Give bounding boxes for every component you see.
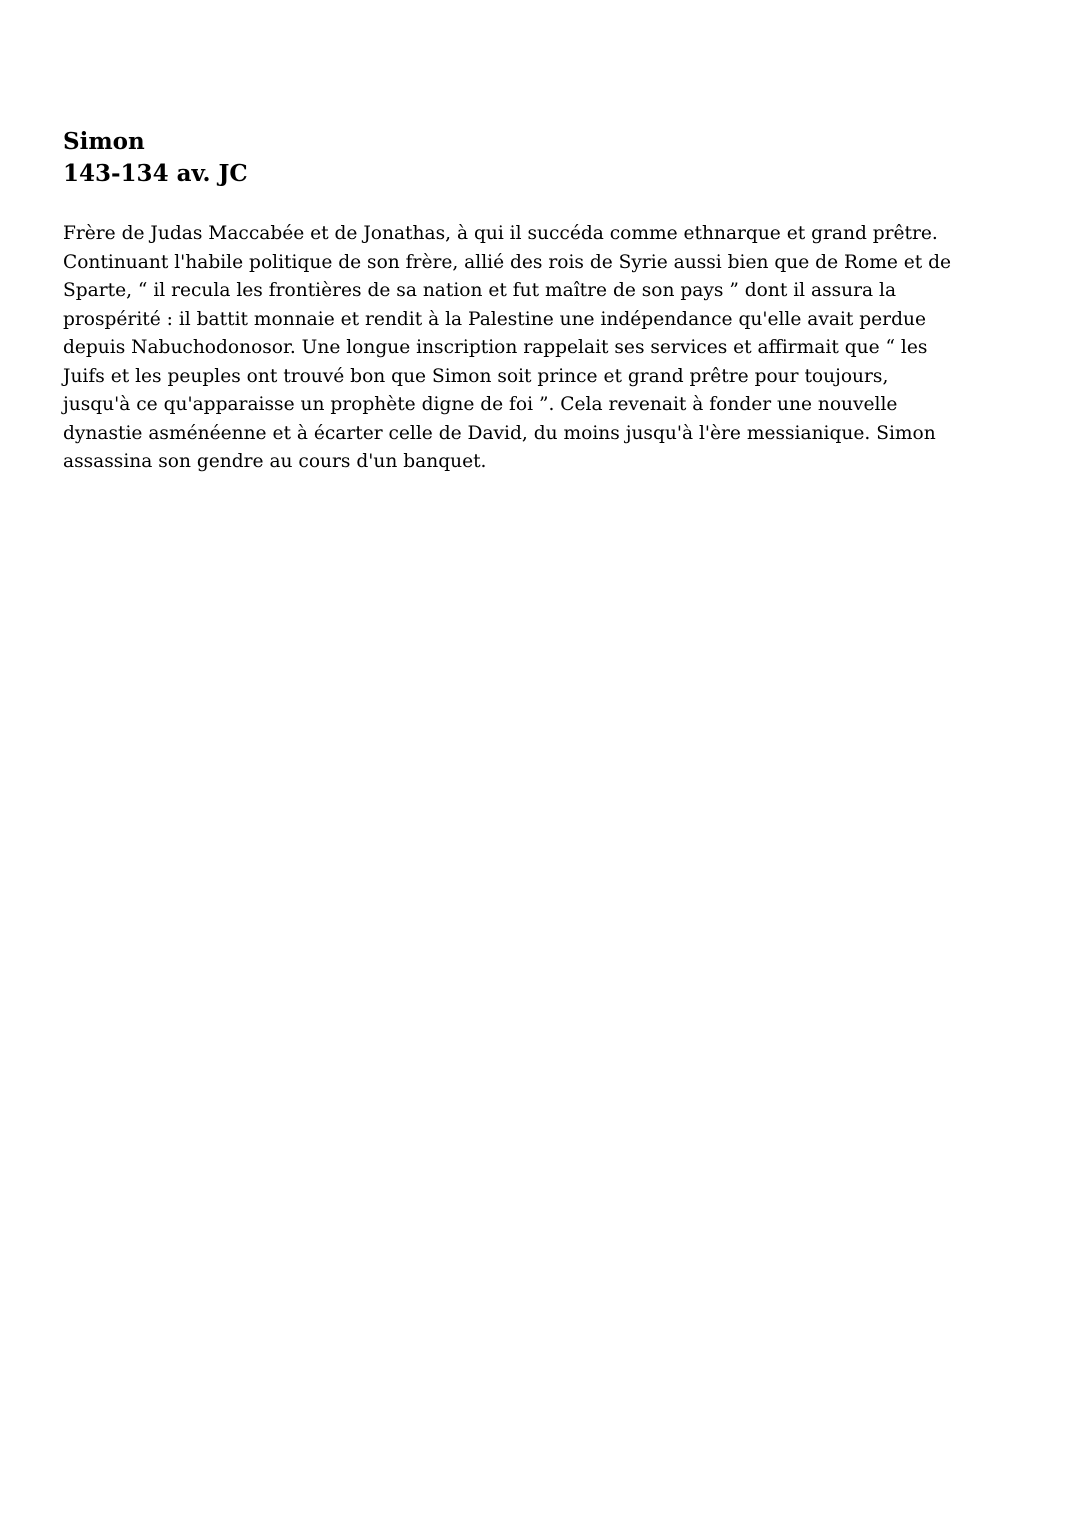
body-line: jusqu'à ce qu'apparaisse un prophète digne de foi ”. Cela revenait à fonder une nouvelle bbox=[63, 394, 898, 415]
body-line: Continuant l'habile politique de son frère, allié des rois de Syrie aussi bien que de Rome et de bbox=[63, 251, 952, 273]
body-line: assassina son gendre au cours d'un banquet. bbox=[63, 451, 487, 472]
body-line: prospérité : il battit monnaie et rendit à la Palestine une indépendance qu'elle avait perdue bbox=[63, 308, 926, 330]
document-heading bbox=[63, 126, 963, 190]
body-line: depuis Nabuchodonosor. Une longue inscription rappelait ses services et affirmait que “ les bbox=[63, 337, 928, 358]
page-subtitle-dates: 143-134 av. JC bbox=[63, 160, 248, 187]
body-line: Frère de Judas Maccabée et de Jonathas, à qui il succéda comme ethnarque et grand prêtre. bbox=[63, 223, 938, 244]
body-line: dynastie asménéenne et à écarter celle de David, du moins jusqu'à l'ère messianique. Simon bbox=[63, 422, 936, 444]
body-paragraph bbox=[63, 220, 1023, 477]
body-line: Juifs et les peuples ont trouvé bon que Simon soit prince et grand prêtre pour toujours, bbox=[63, 365, 889, 387]
body-line: Sparte, “ il recula les frontières de sa nation et fut maître de son pays ” dont il assura la bbox=[63, 280, 897, 301]
page-title: Simon bbox=[63, 128, 145, 155]
